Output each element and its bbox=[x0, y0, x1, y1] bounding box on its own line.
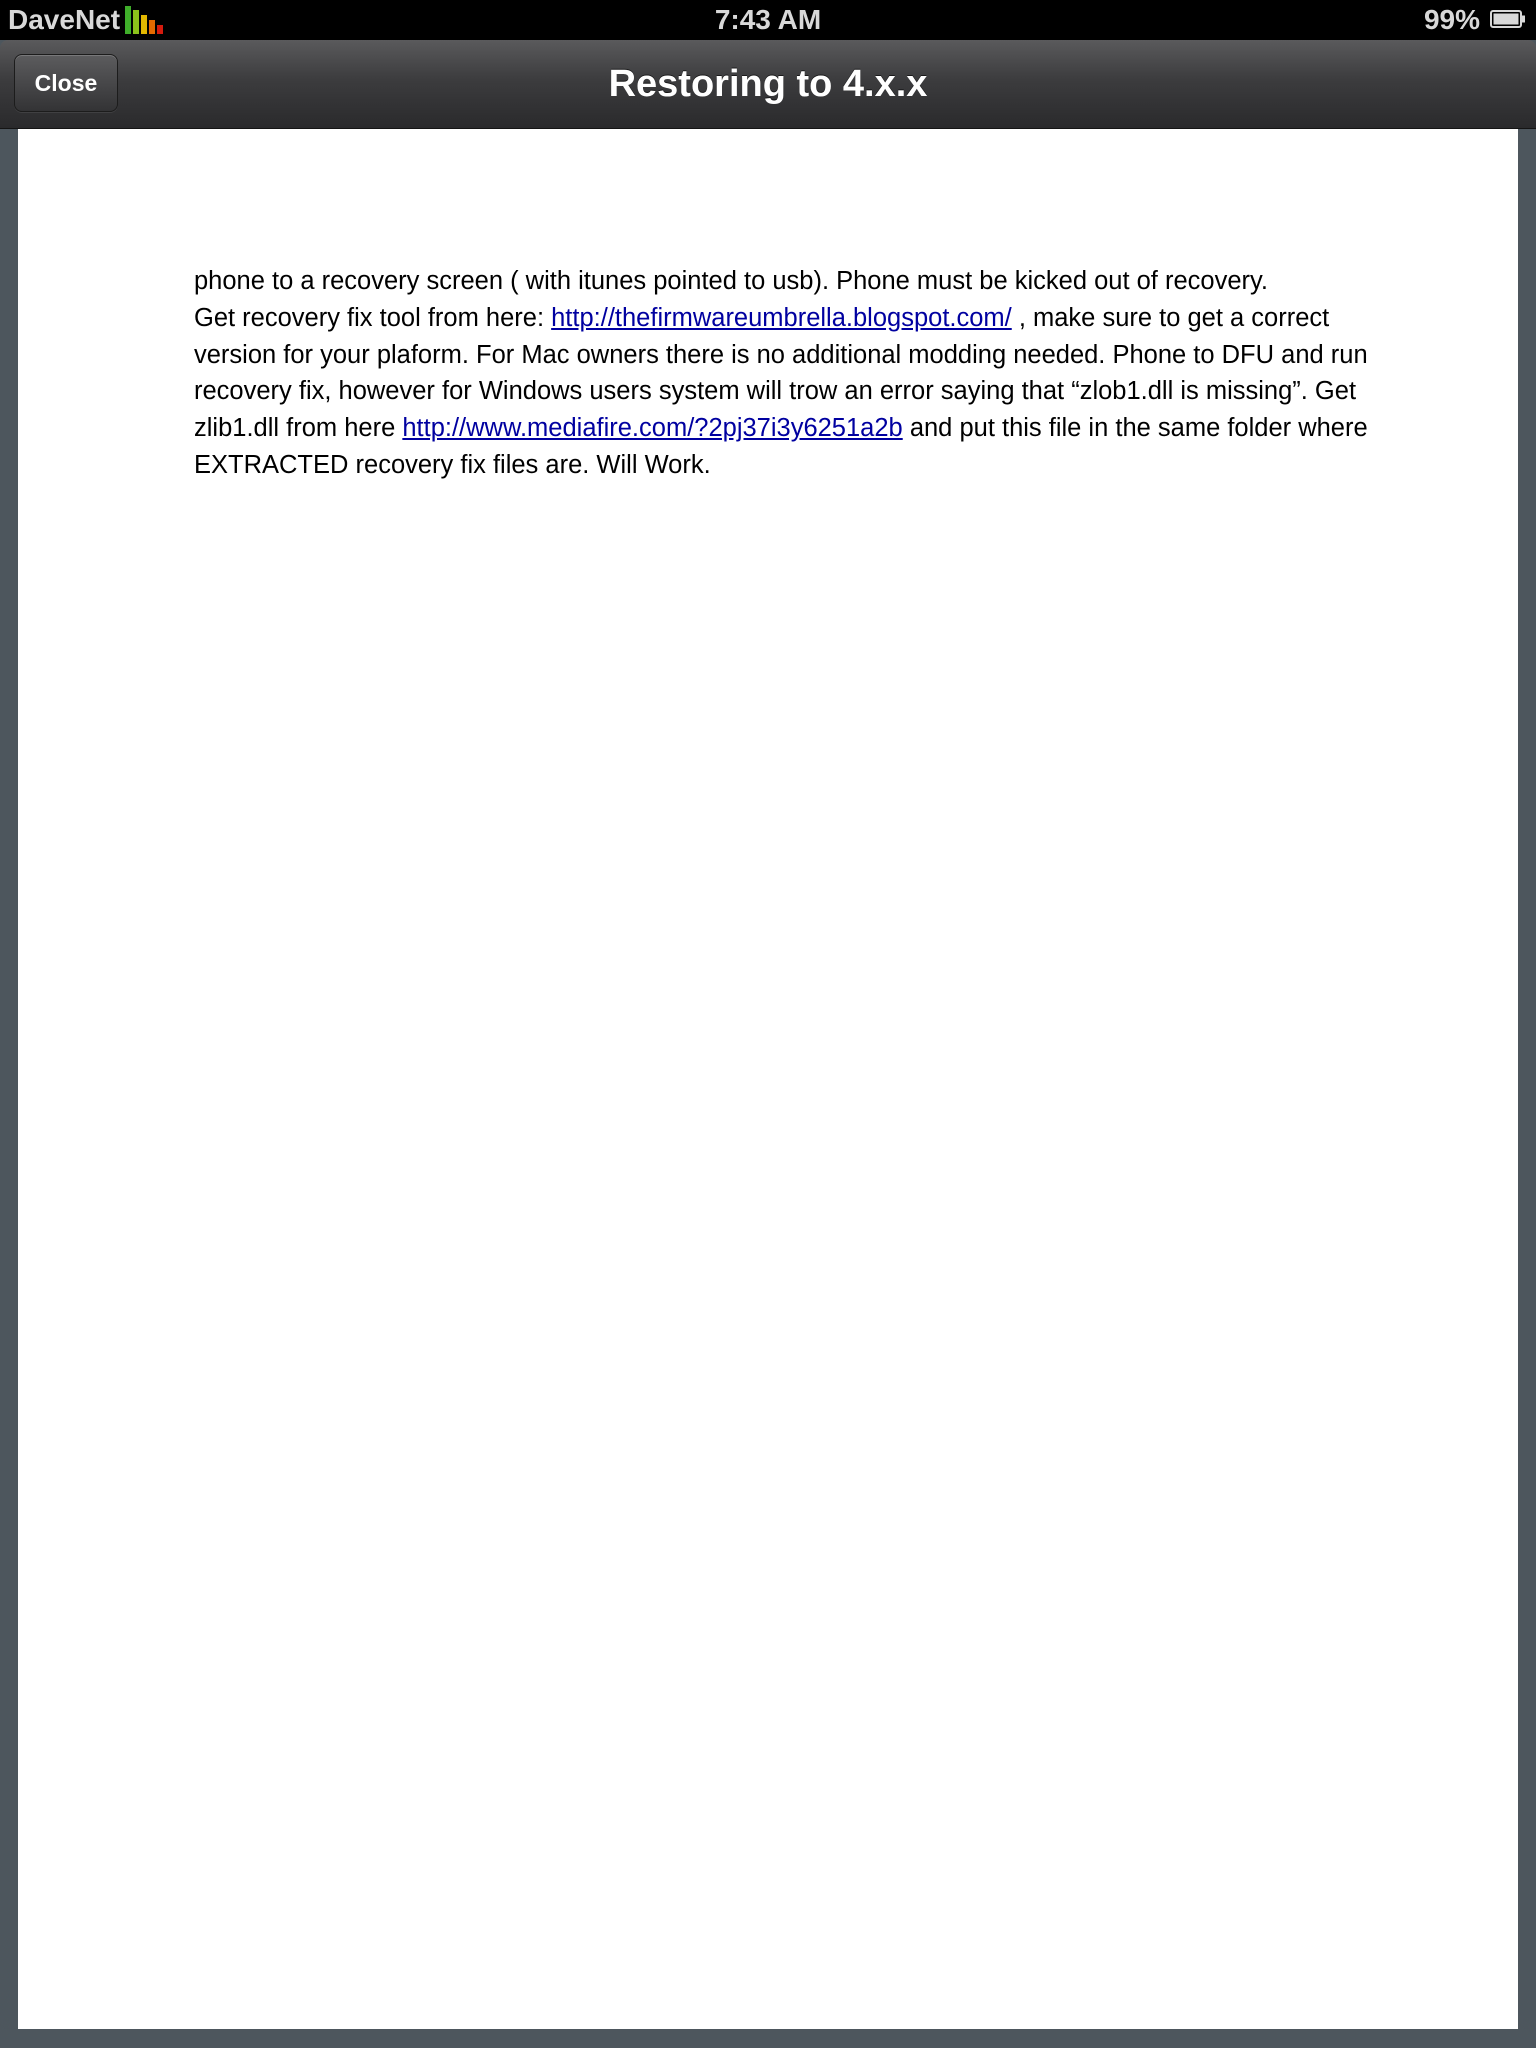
document-text-segment: Get recovery fix tool from here: bbox=[194, 303, 552, 332]
document-text-segment: and put this file in the same folder where EXTRACTED recovery fix files are. Will Work. bbox=[194, 414, 1368, 479]
status-bar bbox=[0, 0, 1536, 40]
document-paragraph bbox=[194, 263, 1394, 484]
battery-icon bbox=[1490, 10, 1526, 28]
navigation-bar bbox=[0, 40, 1536, 129]
carrier-name: DaveNet bbox=[8, 4, 121, 35]
document-text-segment: , make sure to get a correct version for your plaform. For Mac owners there is no additional modding needed. Phone to DFU and run recovery fix, however for Windows users system will trow an error saying that “zlob1.dll is missing”. Get zlib1.dll from here bbox=[194, 303, 1368, 443]
close-button[interactable]: Close bbox=[14, 54, 118, 112]
clock: 7:43 AM bbox=[714, 4, 822, 35]
document-viewer[interactable] bbox=[18, 129, 1518, 2029]
page-title: Restoring to 4.x.x bbox=[608, 63, 928, 105]
mediafire-link[interactable]: http://www.mediafire.com/?2pj37i3y6251a2b bbox=[402, 414, 903, 443]
battery-percentage: 99% bbox=[1423, 4, 1480, 35]
firmware-umbrella-link[interactable]: http://thefirmwareumbrella.blogspot.com/ bbox=[551, 303, 1012, 332]
document-line: phone to a recovery screen ( with itunes pointed to usb). Phone must be kicked out of recovery. bbox=[194, 267, 1268, 295]
